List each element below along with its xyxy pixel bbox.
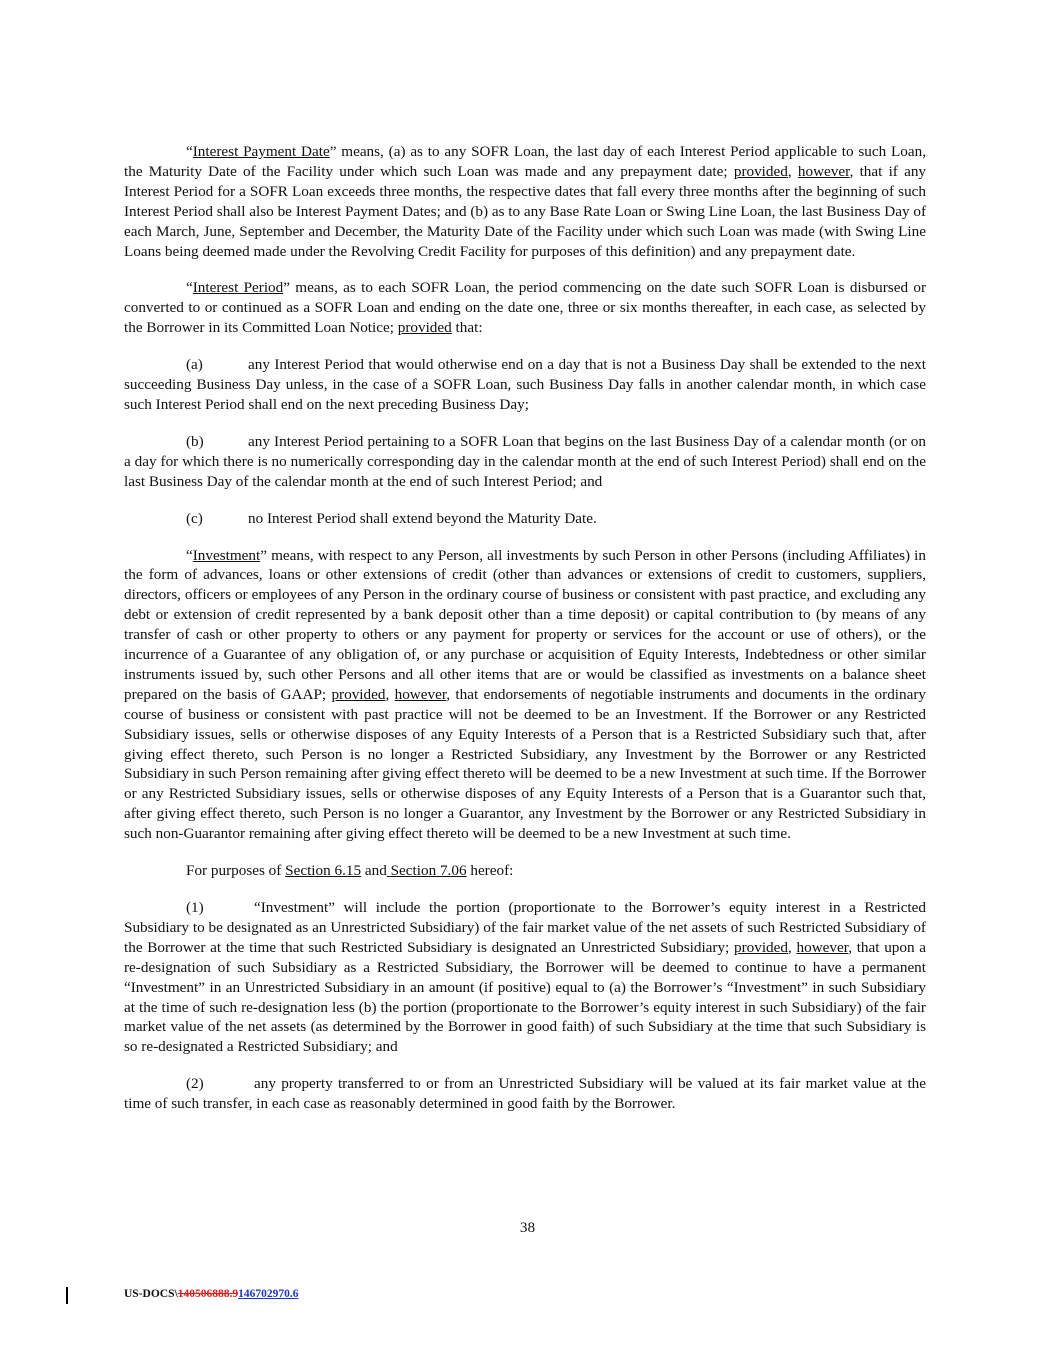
inserted-doc-id: 146702970.6	[238, 1288, 299, 1300]
clause-label: (b)	[186, 432, 204, 450]
clause-label: (a)	[186, 356, 203, 374]
footer-prefix: US-DOCS\	[124, 1288, 178, 1300]
change-bar	[66, 1287, 68, 1304]
section-reference: Section 7.06	[386, 862, 467, 880]
document-id-footer	[124, 1288, 298, 1300]
defined-term: Interest Payment Date	[192, 143, 330, 160]
clause-label: (c)	[186, 509, 203, 527]
section-reference: Section 6.15	[285, 862, 362, 880]
provided-term: provided	[331, 685, 386, 703]
definition-investment: “Investment” means, with respect to any Person, all investments by such Person in other Persons (including Affiliates) in the form of advances, loans or other extensions of credit (other than advances or extensions of credit to customers, suppliers, directors, officers or employees of any Person in the ordinary course of business or consistent with past practice, and excluding any debt or extension of credit represented by a bank deposit other than a time deposit) or capital contribution to (by means of any transfer of cash or other property to others or any payment for property or services for the account or use of others), or the incurrence of a Guarantee of any obligation of, or any purchase or acquisition of Equity Interests, Indebtedness or other similar instruments issued by, such other Persons and all other items that are or would be classified as investments on a balance sheet prepared on the basis of GAAP; provided, however, that endorsements of negotiable instruments and documents in the ordinary course of business or consistent with past practice will not be deemed to be an Investment. If the Borrower or any Restricted Subsidiary issues, sells or otherwise disposes of any Equity Interests of a Person that is a Restricted Subsidiary such that, after giving effect thereto, such Person is no longer a Restricted Subsidiary, any Investment by the Borrower or any Restricted Subsidiary in such Person remaining after giving effect thereto will be deemed to be a new Investment at such time. If the Borrower or any Restricted Subsidiary issues, sells or otherwise disposes of any Equity Interests of a Person that is a Guarantor such that, after giving effect thereto, such Person is no longer a Guarantor, any Investment by the Borrower or any Restricted Subsidiary in such non-Guarantor remaining after giving effect thereto will be deemed to be a new Investment at such time.	[124, 546, 926, 843]
clause-label: (2)	[186, 1075, 204, 1093]
page-number: 38	[519, 1219, 536, 1236]
clause-2: (2) any property transferred to or from an Unrestricted Subsidiary will be valued at its fair market value at the time of such transfer, in each case as reasonably determined in good faith by the Borrower.	[124, 1075, 926, 1113]
defined-term: Interest Period	[192, 279, 284, 297]
however-term: however	[394, 685, 447, 703]
deleted-doc-id: 140506888.9	[177, 1288, 239, 1300]
provided-term: provided	[734, 938, 788, 956]
however-term: however	[796, 938, 849, 956]
purposes-paragraph: For purposes of Section 6.15 and Section 7.06 hereof:	[186, 862, 514, 880]
definition-interest-period: “Interest Period” means, as to each SOFR Loan, the period commencing on the date such SOFR Loan is disbursed or converted to or continued as a SOFR Loan and ending on the date one, three or six months thereafter, in each case, as selected by the Borrower in its Committed Loan Notice; provided that:	[124, 279, 926, 337]
clause-b: (b) any Interest Period pertaining to a SOFR Loan that begins on the last Business Day of a calendar month (or on a day for which there is no numerically corresponding day in the calendar month at the end of such Interest Period) shall end on the last Business Day of the calendar month at the end of such Interest Period; and	[124, 432, 926, 490]
defined-term: Investment	[192, 546, 261, 564]
however-term: however	[797, 162, 850, 180]
clause-1: (1) “Investment” will include the portion (proportionate to the Borrower’s equity interest in a Restricted Subsidiary to be designated as an Unrestricted Subsidiary) of the fair market value of the net assets of such Restricted Subsidiary of the Borrower at the time that such Restricted Subsidiary is designated an Unrestricted Subsidiary; provided, however, that upon a re-designation of such Subsidiary as a Restricted Subsidiary, the Borrower will be deemed to continue to have a permanent “Investment” in an Unrestricted Subsidiary in an amount (if positive) equal to (a) the Borrower’s “Investment” in such Subsidiary at the time of such re-designation less (b) the portion (proportionate to the Borrower’s equity interest in such Subsidiary) of the fair market value of the net assets (as determined by the Borrower in good faith) of such Subsidiary at the time that such Subsidiary is so re-designated a Restricted Subsidiary; and	[124, 899, 927, 1056]
clause-a: (a) any Interest Period that would otherwise end on a day that is not a Business Day shall be extended to the next succeeding Business Day unless, in the case of a SOFR Loan, such Business Day falls in another calendar month, in which case such Interest Period shall end on the next preceding Business Day;	[124, 356, 926, 413]
clause-c: (c) no Interest Period shall extend beyond the Maturity Date.	[186, 509, 597, 527]
definition-interest-payment-date: “Interest Payment Date” means, (a) as to any SOFR Loan, the last day of each Interest Period applicable to such Loan, the Maturity Date of the Facility under which such Loan was made and any prepayment date; provided, however, that if any Interest Period for a SOFR Loan exceeds three months, the respective dates that fall every three months after the beginning of such Interest Period shall also be Interest Payment Dates; and (b) as to any Base Rate Loan or Swing Line Loan, the last Business Day of each March, June, September and December, the Maturity Date of the Facility under which such Loan was made (with Swing Line Loans being deemed made under the Revolving Credit Facility for purposes of this definition) and any prepayment date.	[124, 143, 927, 260]
provided-term: provided	[733, 162, 788, 180]
clause-label: (1)	[186, 899, 204, 916]
document-body	[124, 142, 926, 1131]
provided-term: provided	[397, 319, 452, 337]
